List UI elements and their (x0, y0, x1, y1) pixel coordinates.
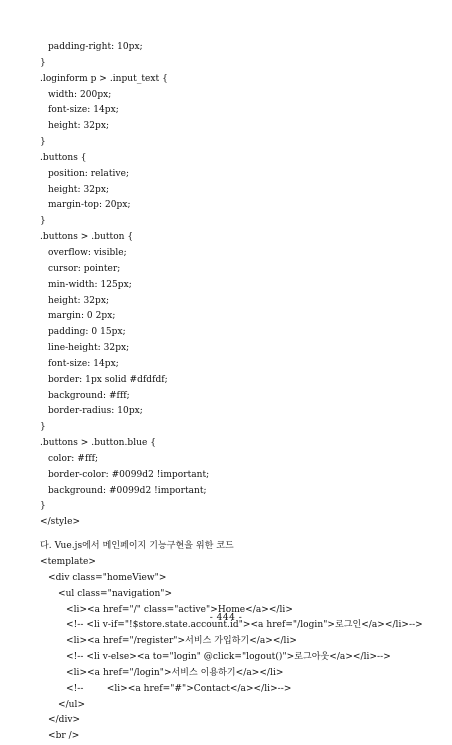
code-line: height: 32px; (48, 184, 110, 195)
code-line: padding: 0 15px; (48, 327, 126, 338)
code-line: <!-- <li v-if="!$store.state.account.id"><a href="/login">로그인</a></li>--> (66, 620, 423, 631)
code-line: <ul class="navigation"> (58, 588, 173, 599)
code-line: <li><a href="/login">서비스 이용하기</a></li> (66, 667, 284, 678)
code-line: <template> (40, 557, 97, 567)
code-line: height: 32px; (48, 121, 110, 132)
code-line: .buttons > .button.blue { (40, 438, 157, 449)
code-line: .loginform p > .input_text { (40, 73, 168, 84)
code-line: } (40, 501, 46, 512)
code-line: padding-right: 10px; (48, 42, 143, 52)
code-line: <li><a href="/" class="active">Home</a></li> (66, 604, 293, 615)
code-line: border-radius: 10px; (48, 406, 143, 417)
code-line: </style> (40, 517, 81, 528)
code-line: } (40, 137, 46, 148)
code-line: </ul> (58, 699, 86, 710)
code-line: background: #fff; (48, 390, 130, 401)
code-line: min-width: 125px; (48, 279, 132, 290)
code-line: position: relative; (48, 168, 130, 179)
code-line: height: 32px; (48, 295, 110, 306)
code-line: <div class="homeView"> (48, 572, 167, 583)
code-line: <!-- <li><a href="#">Contact</a></li>--> (66, 683, 292, 694)
code-line: margin-top: 20px; (48, 200, 131, 211)
code-line: border-color: #0099d2 !important; (48, 469, 210, 480)
code-line: font-size: 14px; (48, 358, 119, 369)
code-line: <li><a href="/register">서비스 가입하기</a></li> (66, 636, 298, 647)
code-line: margin: 0 2px; (48, 311, 116, 322)
page-number: - 444 - (209, 613, 243, 623)
code-line: color: #fff; (48, 453, 99, 464)
code-line: } (40, 57, 46, 68)
code-line: <!-- <li v-else><a to="login" @click="logout()">로그아웃</a></li>--> (66, 652, 391, 663)
code-block (40, 40, 423, 745)
code-line: <br /> (48, 731, 80, 742)
code-line: border: 1px solid #dfdfdf; (48, 374, 168, 385)
code-line: } (40, 422, 46, 433)
code-line: .buttons { (40, 152, 87, 163)
code-line: background: #0099d2 !important; (48, 485, 207, 496)
code-line: font-size: 14px; (48, 105, 119, 116)
spacer (40, 531, 420, 539)
code-line: overflow: visible; (48, 247, 127, 258)
code-line: } (40, 216, 46, 227)
code-line: width: 200px; (48, 89, 112, 100)
code-line: line-height: 32px; (48, 343, 130, 354)
code-line: .buttons > .button { (40, 232, 134, 243)
code-line: </div> (48, 715, 81, 726)
code-line: cursor: pointer; (48, 263, 121, 274)
section-heading: 다. Vue.js에서 메인페이지 기능구현을 위한 코드 (40, 541, 234, 552)
